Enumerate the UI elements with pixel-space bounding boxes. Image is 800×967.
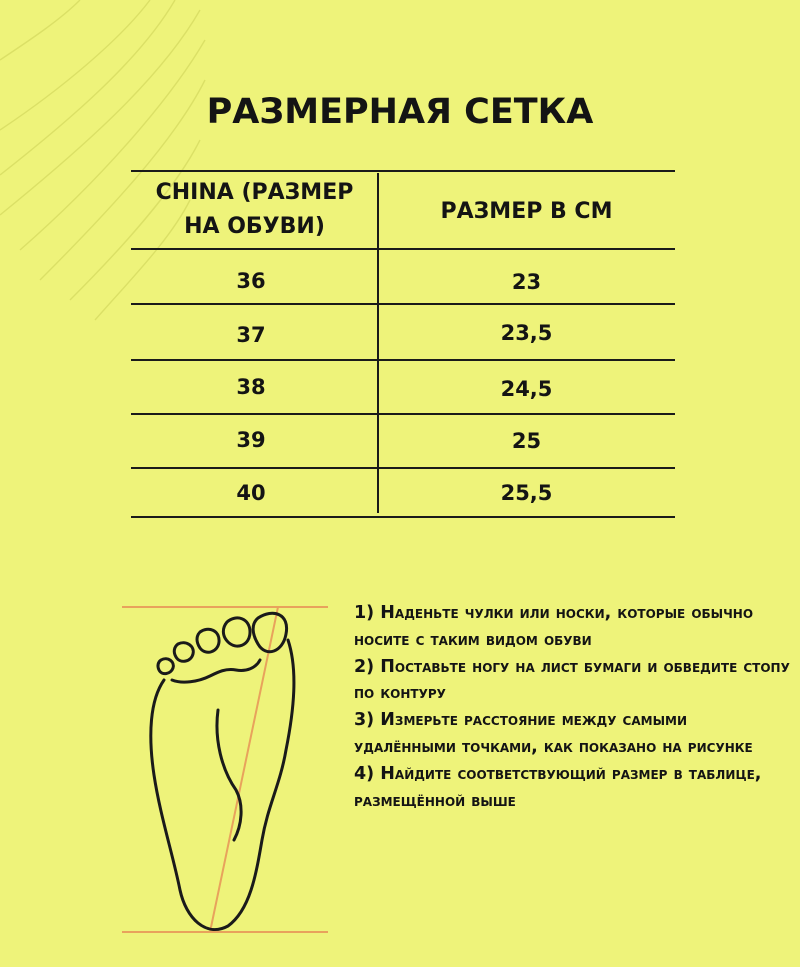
table-cell-china: 37 (236, 323, 266, 347)
table-cell-china: 39 (236, 428, 266, 452)
table-header-china (131, 176, 378, 244)
table-header-cm: РАЗМЕР В СМ (440, 199, 613, 224)
page-title: РАЗМЕРНАЯ СЕТКА (206, 92, 594, 132)
instruction-step-2: 2) Поставьте ногу на лист бумаги и обведите стопу по контуру (354, 656, 790, 704)
table-cell-cm: 25,5 (500, 481, 553, 505)
instruction-step-4: 4) Найдите соответствующий размер в таблице, размещённой выше (354, 763, 762, 811)
table-cell-china: 36 (236, 269, 266, 293)
table-header-china-line1: CHINA (РАЗМЕР (155, 180, 354, 205)
foot-outline-icon (118, 600, 338, 940)
table-header-china-line2: НА ОБУВИ) (184, 214, 325, 239)
instructions-list (354, 600, 794, 814)
instruction-step-1: 1) Наденьте чулки или носки, которые обычно носите с таким видом обуви (354, 603, 754, 650)
instruction-step-3: 3) Измерьте расстояние между самыми удалёнными точками, как показано на рисунке (354, 710, 753, 757)
table-cell-cm: 23,5 (500, 321, 553, 345)
table-cell-china: 40 (236, 481, 266, 505)
table-cell-cm: 24,5 (500, 377, 553, 401)
table-cell-cm: 25 (511, 429, 542, 453)
table-cell-cm: 23 (511, 270, 542, 294)
table-cell-china: 38 (236, 375, 266, 399)
